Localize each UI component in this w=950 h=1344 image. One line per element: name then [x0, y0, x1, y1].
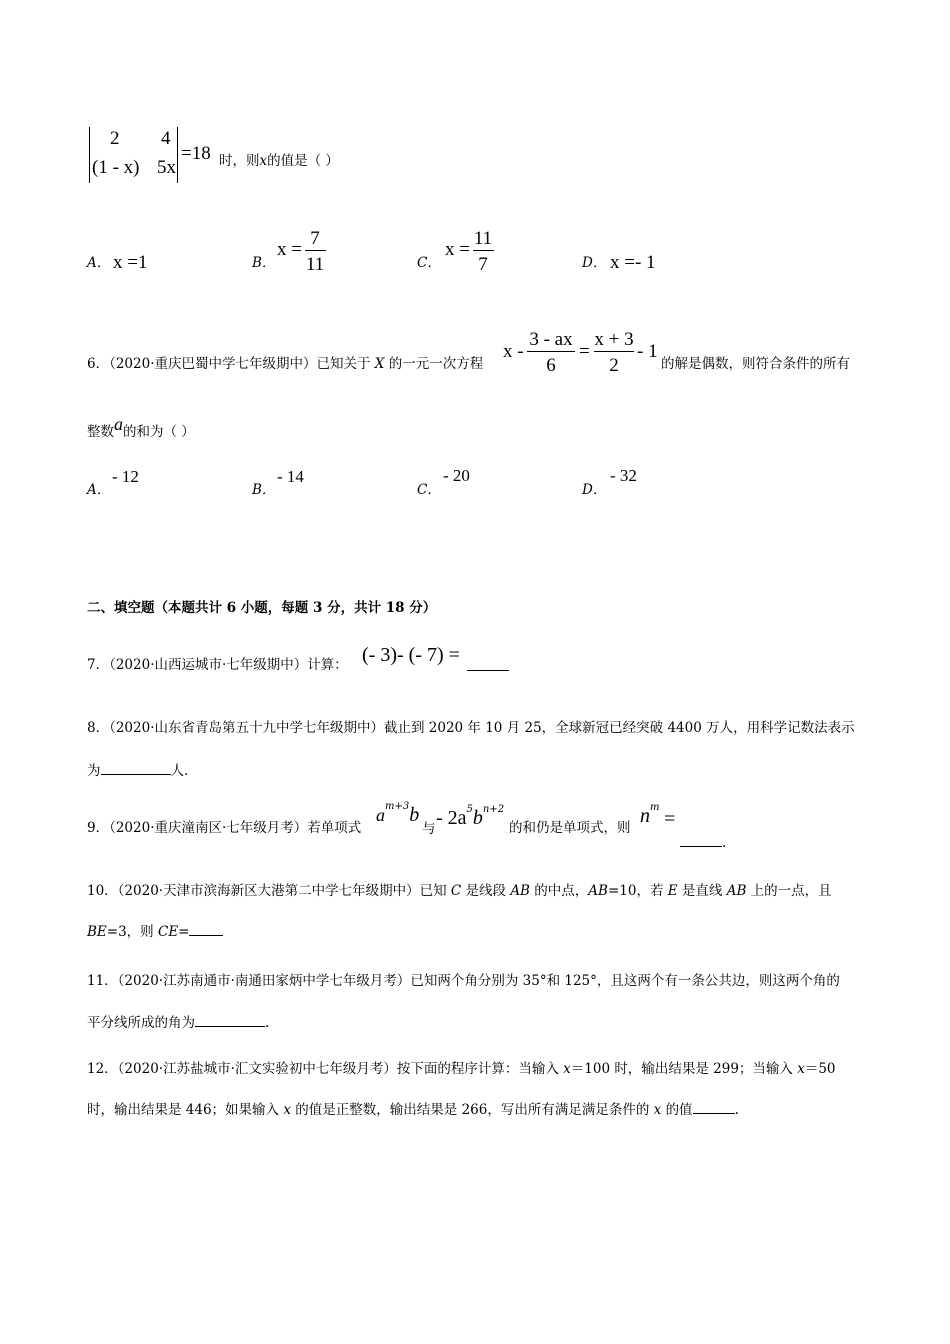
- q12-line2: 时，输出结果是 446；如果输入 x 的值是正整数，输出结果是 266，写出所有满足满足条件的 x 的值 .: [87, 1102, 739, 1118]
- q9-with: 与: [422, 821, 436, 837]
- q11-answer-blank[interactable]: [195, 1014, 265, 1027]
- q12-answer-blank[interactable]: [693, 1101, 735, 1114]
- q5-option-b: B．: [252, 255, 276, 271]
- q5-option-b-num: 7: [310, 228, 320, 249]
- q6-eq-lead: x -: [503, 341, 524, 362]
- q6-eq-den2: 2: [609, 355, 619, 376]
- q9-monomial-1: $a^{m+3}b$: [376, 801, 420, 826]
- q12-line1: 12．（2020·江苏盐城市·汇文实验初中七年级月考）按下面的程序计算：当输入 x＝100 时，输出结果是 299；当输入 x＝50: [87, 1061, 836, 1077]
- q9-result: $n^m$: [640, 802, 660, 827]
- det-right-bar: [177, 127, 178, 183]
- q6-eq-bar2: [594, 351, 634, 352]
- q8-line2: 为 人.: [87, 763, 189, 779]
- q5-option-a-expr: x =1: [113, 252, 148, 273]
- q5-option-d: D．: [582, 255, 607, 271]
- q6-eq-num1: 3 - ax: [529, 329, 573, 350]
- q9-answer-blank[interactable]: [680, 845, 722, 847]
- q11-line1: 11．（2020·江苏南通市·南通田家炳中学七年级月考）已知两个角分别为 35°和 125°，且这两个有一条公共边，则这两个角的: [87, 973, 840, 989]
- q6-option-d-value: - 32: [610, 466, 637, 485]
- q5-option-c-lhs: x =: [445, 239, 470, 260]
- q6-eq-den1: 6: [546, 355, 556, 376]
- q6-eq-tail: - 1: [637, 341, 658, 362]
- q5-option-b-den: 11: [305, 254, 325, 275]
- det-left-bar: [89, 127, 90, 183]
- q6-option-a: A．: [87, 482, 111, 498]
- q5-option-b-bar: [305, 250, 326, 251]
- q6-option-a-value: - 12: [112, 467, 139, 486]
- q5-option-c-num: 11: [473, 228, 493, 249]
- q5-option-c-den: 7: [478, 254, 488, 275]
- q5-option-c: C．: [417, 255, 441, 271]
- q9-tail: .: [680, 832, 726, 851]
- det-a21: (1 - x): [92, 157, 140, 178]
- q8-answer-blank[interactable]: [101, 762, 171, 775]
- q8-line1: 8．（2020·山东省青岛第五十九中学七年级期中）截止到 2020 年 10 月 25，全球新冠已经突破 4400 万人，用科学记数法表示: [87, 720, 855, 736]
- q6-eq-bar1: [527, 351, 575, 352]
- det-rhs: =18: [181, 143, 211, 164]
- det-a12: 4: [161, 128, 171, 149]
- q10-line2: BE=3，则 CE=: [87, 923, 223, 940]
- q9-stem: 9．（2020·重庆潼南区·七年级月考）若单项式: [87, 820, 362, 836]
- q7-answer-blank[interactable]: [467, 670, 509, 671]
- q6-stem-line1: 6．（2020·重庆巴蜀中学七年级期中）已知关于 X 的一元一次方程: [87, 356, 484, 372]
- q10-answer-blank[interactable]: [189, 923, 223, 936]
- q5-option-a: A．: [87, 255, 111, 271]
- q6-eq-num2: x + 3: [594, 329, 634, 350]
- q6-option-b: B．: [252, 482, 276, 498]
- q6-stem-line1-end: 的解是偶数，则符合条件的所有: [661, 356, 850, 372]
- q5-option-c-bar: [473, 250, 494, 251]
- q6-option-c-value: - 20: [443, 466, 470, 485]
- q5-option-b-lhs: x =: [277, 239, 302, 260]
- q11-line2: 平分线所成的角为 .: [87, 1015, 270, 1031]
- q7-stem: 7．（2020·山西运城市·七年级期中）计算：: [87, 657, 348, 673]
- q9-mid: 的和仍是单项式，则: [509, 820, 631, 836]
- q9-equals: =: [664, 808, 676, 830]
- q5-option-d-expr: x =- 1: [610, 252, 656, 273]
- q6-stem-line2: 整数a的和为（ ）: [87, 414, 195, 440]
- q7-expr: (- 3)- (- 7) =: [362, 644, 460, 666]
- q6-option-c: C．: [417, 482, 441, 498]
- section-heading: 二、填空题（本题共计 6 小题，每题 3 分，共计 18 分）: [87, 600, 437, 616]
- q9-monomial-2: - $2a^5b^{n+2}$: [436, 804, 505, 829]
- q5-stem: 时，则x的值是（ ）: [219, 153, 339, 169]
- det-a22: 5x: [157, 157, 176, 178]
- q6-option-b-value: - 14: [277, 467, 304, 486]
- q6-option-d: D．: [582, 482, 607, 498]
- q6-eq-equals: =: [579, 341, 590, 362]
- q10-line1: 10．（2020·天津市滨海新区大港第二中学七年级期中）已知 C 是线段 AB 的中点，AB=10，若 E 是直线 AB 上的一点，且: [87, 883, 832, 899]
- det-a11: 2: [110, 128, 120, 149]
